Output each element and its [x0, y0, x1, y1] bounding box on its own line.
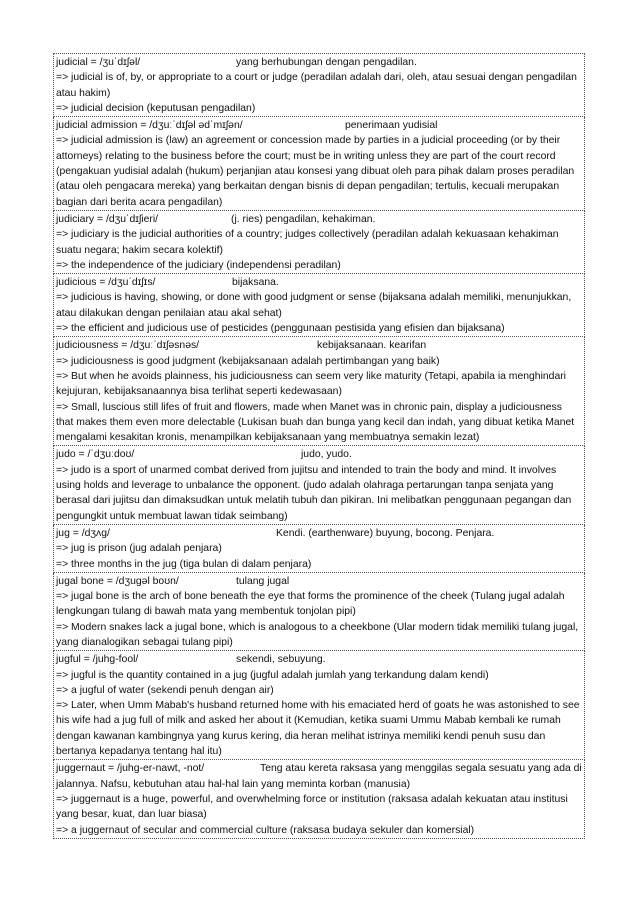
entry-header: [56, 275, 582, 290]
entry-header: [56, 447, 582, 462]
entry-judicial: [53, 53, 585, 117]
example-line: => three months in the jug (tiga bulan di dalam penjara): [56, 558, 312, 570]
headword: jug = /dʒʌg/: [56, 527, 110, 539]
example-line: => a juggernaut of secular and commercial culture (raksasa budaya sekuler dan komersial): [56, 824, 475, 836]
entry-header: [56, 526, 582, 541]
entry-header: [56, 118, 582, 133]
meaning: penerimaan yudisial: [345, 120, 438, 132]
definition-line: => judiciary is the judicial authorities of a country; judges collectively (peradilan adalah kekuasaan kehakiman suatu negara; hakim secara kolektif): [56, 229, 559, 256]
entry-header: [56, 55, 582, 70]
headword: juggernaut = /juhg-er-nawt, -not/: [56, 763, 205, 775]
meaning: yang berhubungan dengan pengadilan.: [236, 57, 417, 68]
definition-line: => judiciousness is good judgment (kebijaksanaan adalah pertimbangan yang baik): [56, 355, 440, 367]
entry-juggernaut: [53, 760, 585, 838]
example-line: => Later, when Umm Mabab's husband returned home with his emaciated herd of goats he was astonished to see his wife had a jug full of milk and asked her about it (Kemudian, ketika suami Ummu Mabab kembali ke rumah dengan kawanan kambingnya yang kurus kering, dia heran melihat istrinya memiliki kendi penuh susu dan bertanya kepadanya tentang hal itu): [56, 700, 580, 758]
example-line: => the efficient and judicious use of pesticides (penggunaan pestisida yang efisien dan bijaksana): [56, 323, 505, 335]
meaning: kebijaksanaan. kearifan: [317, 340, 427, 352]
definition-line: => jugful is the quantity contained in a jug (jugful adalah jumlah yang terkandung dalam kendi): [56, 669, 489, 681]
meaning: sekendi, sebuyung.: [236, 654, 326, 666]
headword: judicial = /ʒuˈdɪʃəl/: [56, 57, 141, 68]
example-line: => Modern snakes lack a jugal bone, which is analogous to a cheekbone (Ular modern tidak memiliki tulang jugal, yang dianalogikan sebagai tulang pipi): [56, 621, 579, 648]
meaning: Kendi. (earthenware) buyung, bocong. Penjara.: [276, 527, 495, 539]
headword: judiciousness = /dʒuːˈdɪʃəsnəs/: [56, 340, 200, 352]
entry-judiciary: [53, 211, 585, 274]
definition-line: => jug is prison (jug adalah penjara): [56, 543, 222, 555]
definition-line: => judo is a sport of unarmed combat derived from jujitsu and intended to train the body and mind. It involves using holds and leverage to unbalance the opponent. (judo adalah olahraga pertarungan tanpa senjata yang berasal dari jujitsu dan dimaksudkan untuk melatih tubuh dan pikiran. Ini melibatkan penggunaan pegangan dan pengungkit untuk membuat lawan tidak seimbang): [56, 464, 572, 522]
entry-header: [56, 652, 582, 667]
definition-line: => juggernaut is a huge, powerful, and overwhelming force or institution (raksasa adalah kekuatan atau institusi yang besar, kuat, dan luar biasa): [56, 793, 568, 821]
entry-judicious: [53, 274, 585, 337]
definition-line: => judicial admission is (law) an agreement or concession made by parties in a judicial proceeding (or by their attorneys) relating to the business before the court; must be in writing unless they are part of the court record (pengakuan yudisial adalah (hukum) perjanjian atau konsesi yang dibuat oleh para pihak dalam proses peradilan (atau oleh pengacara mereka) yang berkaitan dengan bisnis di depan pengadilan; tertulis, kecuali merupakan bagian dari berita acara pengadilan): [56, 135, 575, 208]
example-line: => the independence of the judiciary (independensi peradilan): [56, 259, 341, 271]
example-line: => judicial decision (keputusan pengadilan): [56, 102, 256, 114]
headword: judicial admission = /dʒuːˈdɪʃəl ədˈmɪʃən/: [56, 120, 243, 132]
headword: jugal bone = /dʒugəl boʊn/: [56, 575, 179, 587]
example-line: => But when he avoids plainness, his judiciousness can seem very like maturity (Tetapi, apabila ia menghindari kejujuran, kebijaksanaannya bisa terlihat seperti kedewasaan): [56, 370, 566, 398]
definition-line: => judicious is having, showing, or done with good judgment or sense (bijaksana adalah memiliki, menunjukkan, atau dilakukan dengan penilaian atau akal sehat): [56, 292, 572, 319]
entry-header: [56, 338, 582, 353]
meaning: judo, yudo.: [301, 449, 352, 461]
entry-judiciousness: [53, 337, 585, 446]
meaning: Teng atau kereta raksasa yang menggilas segala sesuatu yang ada di jalannya. Nafsu, kebutuhan atau hal-hal lain yang meminta korban (manusia): [56, 763, 582, 790]
entry-jug: [53, 525, 585, 573]
entry-header: [56, 212, 582, 227]
example-line: => a jugful of water (sekendi penuh dengan air): [56, 684, 274, 696]
meaning: (j. ries) pengadilan, kehakiman.: [231, 213, 376, 225]
headword: jugful = /juhg-fool/: [56, 654, 139, 666]
entry-header: [56, 574, 582, 589]
dictionary-page: [53, 53, 585, 839]
meaning: tulang jugal: [236, 575, 290, 587]
definition-line: => judicial is of, by, or appropriate to a court or judge (peradilan adalah dari, oleh, atau sesuai dengan pengadilan atau hakim): [56, 72, 577, 99]
example-line: => Small, luscious still lifes of fruit and flowers, made when Manet was in chronic pain, display a judiciousness that makes them even more delectable (Lukisan buah dan bunga yang kecil dan indah, yang dibuat ketika Manet mengalami kesakitan kronis, menampilkan kebijaksanaan yang membuatnya semakin lezat): [56, 401, 575, 444]
entry-header: [56, 761, 582, 792]
entry-jugal-bone: [53, 573, 585, 651]
entry-jugful: [53, 651, 585, 760]
entry-judicial-admission: [53, 117, 585, 211]
entry-judo: [53, 446, 585, 524]
definition-line: => jugal bone is the arch of bone beneath the eye that forms the prominence of the cheek (Tulang jugal adalah lengkungan tulang di bawah mata yang membentuk tonjolan pipi): [56, 591, 565, 618]
headword: judo = /ˈdʒuːdoʊ/: [56, 449, 135, 461]
headword: judiciary = /dʒuˈdɪʃieri/: [56, 213, 159, 225]
headword: judicious = /dʒuˈdɪʃɪs/: [56, 277, 156, 289]
meaning: bijaksana.: [232, 277, 279, 289]
